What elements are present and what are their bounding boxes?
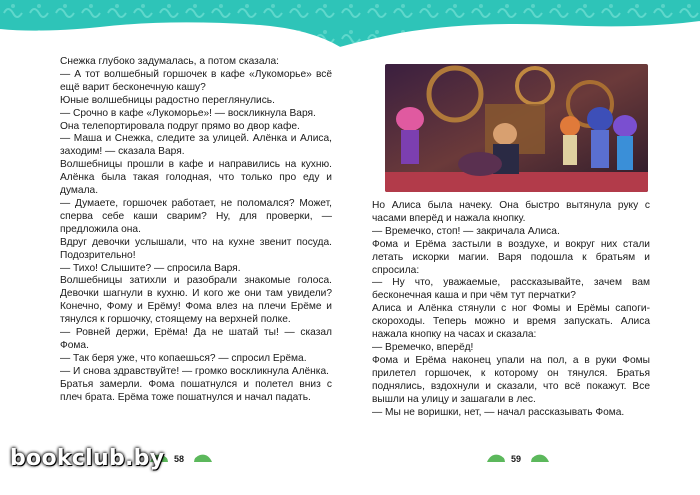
text-line: Алиса и Алёнка стянули с ног Фомы и Ерёмы сапоги-скороходы. Теперь можно и время запускать. Алиса нажала кнопку на часах и сказала: bbox=[372, 303, 650, 341]
text-line: Братья замерли. Фома пошатнулся и полетел вниз с плеч брата. Ерёма тоже пошатнулся и начал падать. bbox=[60, 378, 332, 403]
text-line: Вдруг девочки услышали, что на кухне звенит посуда. Подозрительно! bbox=[60, 236, 332, 261]
text-line: Волшебницы прошли в кафе и направились на кухню. Алёнка была такая голодная, что только про еду и думала. bbox=[60, 159, 332, 197]
text-line: — Времечко, стоп! — закричала Алиса. bbox=[372, 225, 560, 237]
text-line: Юные волшебницы радостно переглянулись. bbox=[60, 94, 275, 106]
cartoon-illustration bbox=[385, 64, 648, 192]
text-line: — И снова здравствуйте! — громко воскликнула Алёнка. bbox=[60, 365, 329, 377]
text-line: — Так беря уже, что копаешься? — спросил Ерёма. bbox=[60, 352, 307, 364]
text-line: Она телепортировала подруг прямо во двор кафе. bbox=[60, 120, 300, 132]
leaf-flourish-icon bbox=[192, 452, 214, 464]
right-page-text bbox=[372, 200, 650, 419]
text-line: Но Алиса была начеку. Она быстро вытянула руку с часами вперёд и нажала кнопку. bbox=[372, 200, 650, 224]
text-line: Снежка глубоко задумалась, а потом сказала: bbox=[60, 56, 279, 67]
site-watermark: bookclub.by bbox=[10, 446, 165, 471]
decorative-header-band bbox=[0, 0, 700, 50]
text-line: — Мы не воришки, нет, — начал рассказывать Фома. bbox=[372, 406, 625, 418]
leaf-flourish-icon bbox=[485, 452, 507, 464]
text-line: — А тот волшебный горшочек в кафе «Лукоморье» всё ещё варит бесконечную кашу? bbox=[60, 68, 332, 93]
text-line: — Думаете, горшочек работает, не поломался? Может, сперва себе каши сварим? Ну, для проверки, — предложила она. bbox=[60, 197, 332, 235]
text-line: — Срочно в кафе «Лукоморье»! — воскликнула Варя. bbox=[60, 107, 316, 119]
text-line: — Ну что, уважаемые, рассказывайте, зачем вам бесконечная каша и при чём тут перчатки? bbox=[372, 277, 650, 302]
text-line: Фома и Ерёма застыли в воздухе, и вокруг них стали летать искорки магии. Варя подошла к братьям и спросила: bbox=[372, 238, 650, 276]
text-line: — Тихо! Слышите? — спросила Варя. bbox=[60, 262, 241, 274]
left-page-text bbox=[60, 56, 332, 404]
leaf-flourish-icon bbox=[529, 452, 551, 464]
page-number-right: 59 bbox=[511, 454, 522, 464]
text-line: — Ровней держи, Ерёма! Да не шатай ты! — сказал Фома. bbox=[60, 327, 332, 351]
text-line: — Маша и Снежка, следите за улицей. Алёнка и Алиса, заходим! — сказала Варя. bbox=[60, 133, 332, 158]
page-number-left: 58 bbox=[174, 454, 185, 464]
text-line: Волшебницы затихли и разобрали знакомые голоса. Девочки шагнули в кухню. И кого же они там увидели? Конечно, Фому и Ерёму! Фома влез на плечи Ерёме и тянулся к горшочку, стоящему на верхней полке. bbox=[60, 275, 332, 326]
text-line: Фома и Ерёма наконец упали на пол, а в руки Фомы прилетел горшочек, к которому он тянулся. Братья поднялись, вздохнули и сказали, что всё покажут. Все вышли на улицу и зашагали в лес. bbox=[372, 354, 650, 405]
text-line: — Времечко, вперёд! bbox=[372, 341, 474, 353]
